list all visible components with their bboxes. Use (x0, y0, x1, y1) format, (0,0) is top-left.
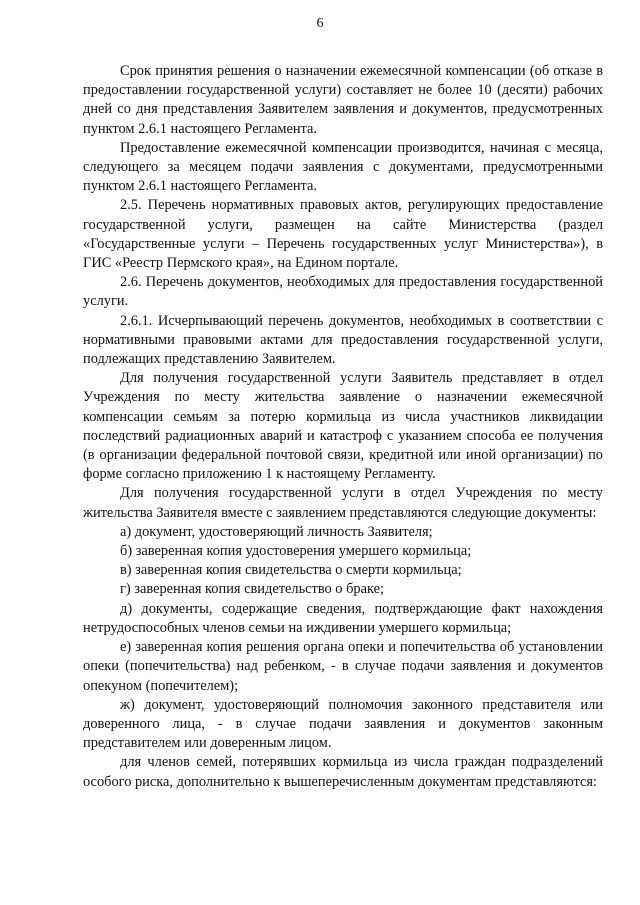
paragraph-documents-intro: Для получения государственной услуги в отдел Учреждения по месту жительства Заявителя вместе с заявлением представляются следующие документы: (83, 485, 603, 521)
list-item-b: б) заверенная копия удостоверения умершего кормильца; (120, 543, 472, 560)
list-item-e: е) заверенная копия решения органа опеки и попечительства об установлении опеки (попечительства) над ребенком, - в случае подачи заявления и документов опекуном (попечителем); (83, 639, 603, 694)
list-item-g: г) заверенная копия свидетельство о браке; (120, 581, 385, 598)
list-item-d: д) документы, содержащие сведения, подтверждающие факт нахождения нетрудоспособных членов семьи на иждивении умершего кормильца; (83, 600, 603, 636)
list-item-zh: ж) документ, удостоверяющий полномочия законного представителя или доверенного лица, - в случае подачи заявления и документов законным представителем или доверенным лицом. (83, 696, 603, 752)
paragraph-decision-deadline: Срок принятия решения о назначении ежемесячной компенсации (об отказе в предоставлении государственной услуги) составляет не более 10 (десяти) рабочих дней со дня представления Заявителем заявления и документов, предусмотренных пунктом 2.6.1 настоящего Регламента. (83, 63, 603, 137)
list-item-a: а) документ, удостоверяющий личность Заявителя; (120, 523, 433, 540)
paragraph-compensation-start: Предоставление ежемесячной компенсации производится, начиная с месяца, следующего за месяцем подачи заявления с документами, предусмотренными пунктом 2.6.1 настоящего Регламента. (83, 139, 603, 195)
list-item-v: в) заверенная копия свидетельства о смерти кормильца; (120, 562, 462, 579)
page-number: 6 (316, 16, 324, 31)
paragraph-application: Для получения государственной услуги Заявитель представляет в отдел Учреждения по месту жительства заявление о назначении ежемесячной компенсации семьям за потерю кормильца из числа участников ликвидации последствий радиационных аварий и катастроф с указанием способа ее получения (в организации федеральной почтовой связи, кредитной или иной организации) по форме согласно приложению 1 к настоящему Регламенту. (83, 370, 603, 483)
paragraph-2-6-1: 2.6.1. Исчерпывающий перечень документов, необходимых в соответствии с нормативными правовыми актами для предоставления государственной услуги, подлежащих представлению Заявителем. (83, 312, 603, 368)
document-body (83, 62, 603, 792)
paragraph-2-5: 2.5. Перечень нормативных правовых актов, регулирующих предоставление государственной услуги, размещен на сайте Министерства (раздел «Государственные услуги – Перечень государственных услуг Министерства»), в ГИС «Реестр Пермского края», на Едином портале. (83, 197, 603, 272)
paragraph-special-risk: для членов семей, потерявших кормильца из числа граждан подразделений особого риска, дополнительно к вышеперечисленным документам представляются: (83, 754, 603, 790)
paragraph-2-6: 2.6. Перечень документов, необходимых для предоставления государственной услуги. (83, 274, 603, 310)
